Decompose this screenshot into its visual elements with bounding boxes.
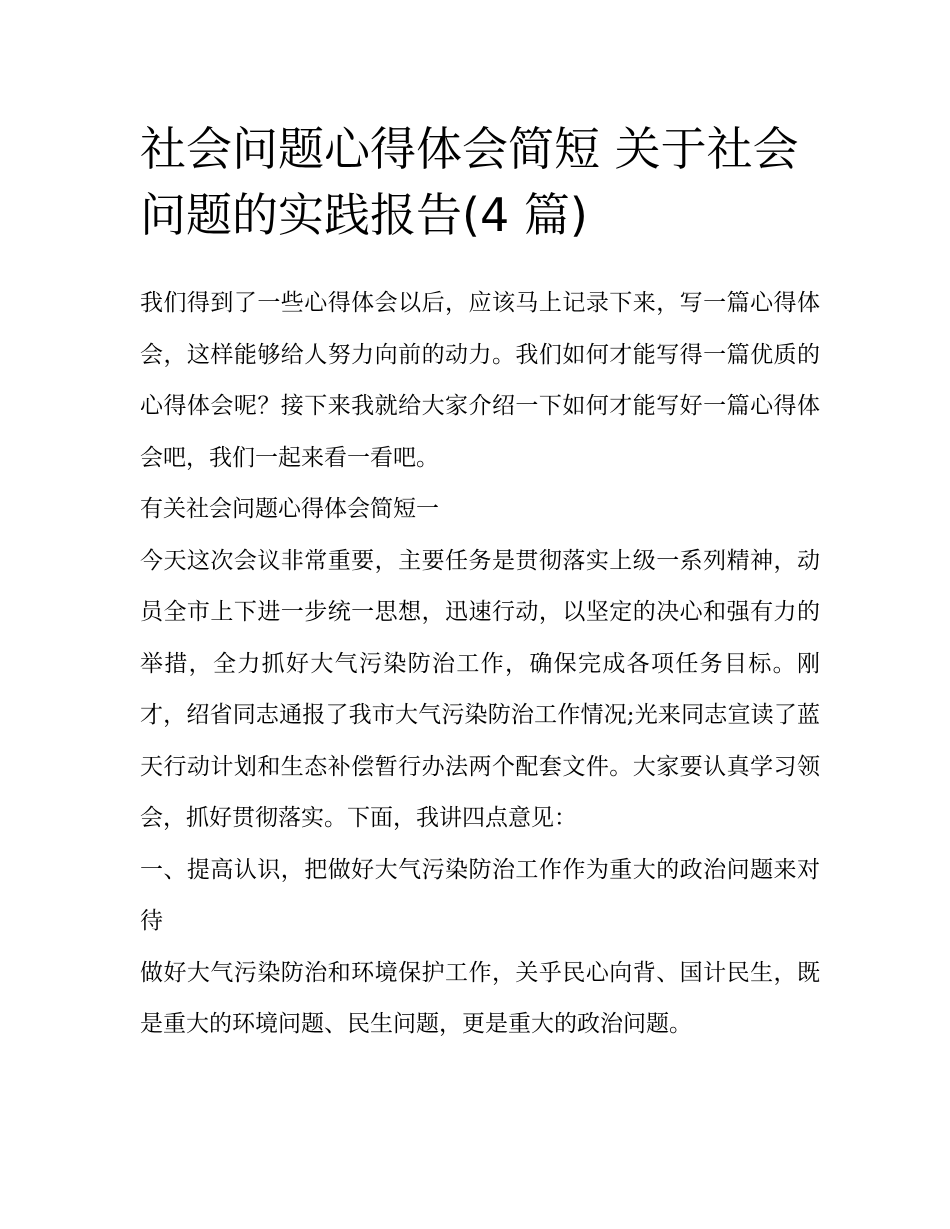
section-heading: 有关社会问题心得体会简短一 [140,496,439,522]
body-paragraph: 做好大气污染防治和环境保护工作，关乎民心向背、国计民生，既是重大的环境问题、民生问题，更是重大的政治问题。 [140,959,820,1037]
point-heading: 一、提高认识，把做好大气污染防治工作作为重大的政治问题来对待 [140,856,820,934]
document-body [140,278,820,1051]
document-title: 社会问题心得体会简短 关于社会问题的实践报告(4 篇) [140,122,799,242]
intro-paragraph: 我们得到了一些心得体会以后，应该马上记录下来，写一篇心得体会，这样能够给人努力向前的动力。我们如何才能写得一篇优质的心得体会呢？接下来我就给大家介绍一下如何才能写好一篇心得体会吧，我们一起来看一看吧。 [140,290,820,471]
body-paragraph: 今天这次会议非常重要，主要任务是贯彻落实上级一系列精神，动员全市上下进一步统一思想，迅速行动，以坚定的决心和强有力的举措，全力抓好大气污染防治工作，确保完成各项任务目标。刚才，绍省同志通报了我市大气污染防治工作情况;光来同志宣读了蓝天行动计划和生态补偿暂行办法两个配套文件。大家要认真学习领会，抓好贯彻落实。下面，我讲四点意见： [140,547,820,831]
